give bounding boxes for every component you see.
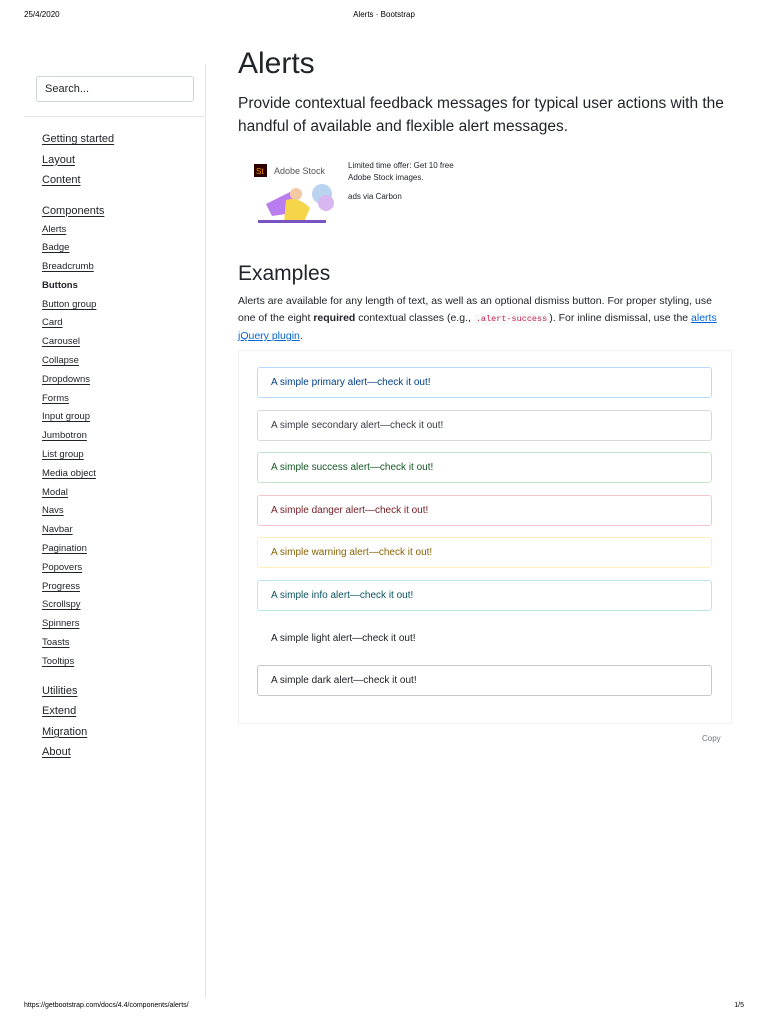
- sidebar-item-link[interactable]: Button group: [42, 298, 97, 310]
- sidebar-item-link[interactable]: Forms: [42, 392, 69, 404]
- ad-text[interactable]: Limited time offer: Get 10 free Adobe Stock images.: [348, 161, 454, 182]
- nav-group-layout[interactable]: Layout: [42, 153, 76, 166]
- sidebar-item-link[interactable]: Media object: [42, 467, 96, 479]
- carbon-ad[interactable]: [252, 160, 512, 230]
- sidebar-item-link[interactable]: Navbar: [42, 524, 73, 536]
- intro-text: Alerts are available for any length of text, as well as an optional dismiss button. For proper styling, use one of the eight: [238, 295, 712, 324]
- alert-example: A simple secondary alert—check it out!: [257, 410, 712, 441]
- sidebar-item: [42, 390, 205, 409]
- intro-text: contextual classes (e.g.,: [355, 312, 474, 324]
- sidebar-item: [42, 484, 205, 503]
- sidebar-item: [42, 596, 205, 615]
- print-title: Alerts · Bootstrap: [353, 10, 415, 19]
- alert-example: A simple danger alert—check it out!: [257, 495, 712, 526]
- alert-example: A simple info alert—check it out!: [257, 580, 712, 611]
- sidebar-item: [42, 314, 205, 333]
- ad-poweredby[interactable]: ads via Carbon: [348, 192, 402, 201]
- sidebar-item: [42, 371, 205, 390]
- print-page-number: 1/5: [734, 1002, 744, 1009]
- sidebar-item-link[interactable]: Popovers: [42, 561, 83, 573]
- sidebar-item: [42, 521, 205, 540]
- intro-text: .: [299, 330, 303, 342]
- sidebar-item: [42, 559, 205, 578]
- sidebar-item-link[interactable]: Input group: [42, 411, 91, 423]
- sidebar-item: [42, 427, 205, 446]
- alert-example: A simple warning alert—check it out!: [257, 537, 712, 568]
- page-lead: Provide contextual feedback messages for typical user actions with the handful of available and flexible alert messages.: [238, 95, 724, 135]
- alerts-example: [238, 350, 732, 724]
- docs-nav: [24, 117, 205, 763]
- sidebar-item: [42, 578, 205, 597]
- alert-example: A simple success alert—check it out!: [257, 452, 712, 483]
- sidebar-item-link[interactable]: Carousel: [42, 336, 81, 348]
- sidebar-item: [42, 333, 205, 352]
- sidebar-item-link[interactable]: Alerts: [42, 223, 67, 235]
- sidebar-item-link[interactable]: Badge: [42, 242, 70, 254]
- nav-group-utilities[interactable]: Utilities: [42, 684, 78, 697]
- nav-group-components[interactable]: Components: [42, 204, 105, 217]
- sidebar-item: [42, 634, 205, 653]
- print-date: 25/4/2020: [24, 10, 60, 19]
- sidebar-item: [42, 239, 205, 258]
- sidebar-item-link[interactable]: Modal: [42, 486, 68, 498]
- sidebar-item: [42, 615, 205, 634]
- nav-group-extend[interactable]: Extend: [42, 705, 77, 718]
- examples-heading: Examples: [238, 262, 331, 285]
- sidebar-item-link[interactable]: Breadcrumb: [42, 261, 94, 273]
- sidebar-item-link[interactable]: Card: [42, 317, 63, 329]
- sidebar: [24, 64, 206, 998]
- page-title: Alerts: [238, 47, 315, 80]
- examples-intro: [238, 293, 732, 345]
- sidebar-item: [42, 653, 205, 672]
- sidebar-item-link[interactable]: Scrollspy: [42, 599, 81, 611]
- intro-text: ). For inline dismissal, use the: [549, 312, 692, 324]
- search-input[interactable]: [36, 76, 194, 102]
- sidebar-item: [42, 258, 205, 277]
- sidebar-item-link[interactable]: Buttons: [42, 279, 78, 291]
- nav-group-migration[interactable]: Migration: [42, 725, 88, 738]
- sidebar-item-link[interactable]: Tooltips: [42, 655, 75, 667]
- nav-group-getting-started[interactable]: Getting started: [42, 133, 115, 145]
- sidebar-item: [42, 502, 205, 521]
- sidebar-item-link[interactable]: Progress: [42, 580, 81, 592]
- sidebar-item-link[interactable]: Dropdowns: [42, 373, 91, 385]
- main-content: [238, 44, 732, 743]
- alert-example: A simple primary alert—check it out!: [257, 367, 712, 398]
- nav-group-about[interactable]: About: [42, 746, 71, 759]
- inline-code: .alert-success: [475, 314, 548, 324]
- sidebar-item-link[interactable]: Toasts: [42, 637, 70, 649]
- sidebar-item-link[interactable]: Jumbotron: [42, 430, 87, 442]
- sidebar-item: [42, 446, 205, 465]
- adobe-stock-logo-icon: St: [256, 167, 264, 176]
- sidebar-item: [42, 221, 205, 240]
- sidebar-item: [42, 465, 205, 484]
- sidebar-item-link[interactable]: Collapse: [42, 355, 79, 367]
- sidebar-item: [42, 277, 205, 296]
- sidebar-item-link[interactable]: Spinners: [42, 618, 80, 630]
- search-container: [24, 64, 205, 117]
- copy-button[interactable]: Copy: [702, 734, 721, 743]
- nav-group-content[interactable]: Content: [42, 174, 81, 186]
- intro-bold: required: [313, 312, 356, 324]
- alert-example: A simple dark alert—check it out!: [257, 665, 712, 696]
- sidebar-item: [42, 296, 205, 315]
- sidebar-item: [42, 408, 205, 427]
- sidebar-item: [42, 540, 205, 559]
- components-list: [42, 221, 205, 672]
- nav-bottom-groups: [42, 681, 205, 763]
- alerts-plugin-link[interactable]: alerts jQuery plugin: [238, 312, 717, 342]
- ad-image[interactable]: [252, 160, 342, 228]
- sidebar-item-link[interactable]: List group: [42, 449, 84, 461]
- ad-brand: Adobe Stock: [274, 166, 326, 176]
- sidebar-item-link[interactable]: Navs: [42, 505, 64, 517]
- sidebar-item: [42, 352, 205, 371]
- print-url: https://getbootstrap.com/docs/4.4/components/alerts/: [24, 1002, 189, 1009]
- sidebar-item-link[interactable]: Pagination: [42, 543, 87, 555]
- alert-example: A simple light alert—check it out!: [257, 623, 712, 654]
